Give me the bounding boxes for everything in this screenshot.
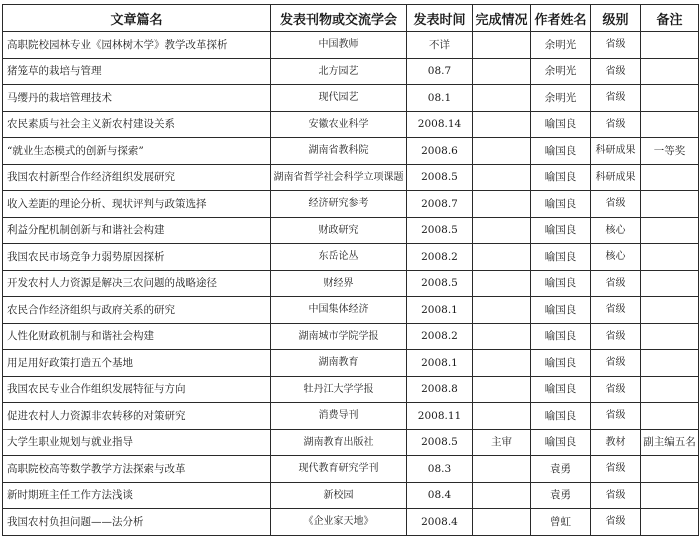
journal-cell: 新校园 <box>271 482 407 509</box>
table-row <box>3 323 699 350</box>
author-cell: 袁勇 <box>531 482 591 509</box>
table-row <box>3 429 699 456</box>
date-cell: 2008.8 <box>407 376 473 403</box>
date-cell: 2008.11 <box>407 403 473 430</box>
journal-cell: 牡丹江大学学报 <box>271 376 407 403</box>
journal-cell: 湖南省教科院 <box>271 138 407 165</box>
publication-table <box>2 4 699 536</box>
level-cell: 省级 <box>591 111 641 138</box>
journal-cell: 湖南城市学院学报 <box>271 323 407 350</box>
status-cell <box>473 244 531 271</box>
level-cell: 科研成果 <box>591 164 641 191</box>
status-cell: 主审 <box>473 429 531 456</box>
table-row <box>3 217 699 244</box>
status-cell <box>473 164 531 191</box>
article-title-cell: “就业生态模式的创新与探索” <box>3 138 271 165</box>
header-journal: 发表刊物或交流学会 <box>271 5 407 32</box>
note-cell <box>641 32 699 59</box>
date-cell: 2008.5 <box>407 270 473 297</box>
note-cell <box>641 509 699 536</box>
header-row <box>3 5 699 32</box>
author-cell: 喻国良 <box>531 191 591 218</box>
date-cell: 2008.2 <box>407 244 473 271</box>
article-title-cell: 农民素质与社会主义新农村建设关系 <box>3 111 271 138</box>
status-cell <box>473 297 531 324</box>
status-cell <box>473 58 531 85</box>
journal-cell: 现代园艺 <box>271 85 407 112</box>
status-cell <box>473 482 531 509</box>
status-cell <box>473 85 531 112</box>
status-cell <box>473 32 531 59</box>
level-cell: 省级 <box>591 191 641 218</box>
journal-cell: 湖南教育出版社 <box>271 429 407 456</box>
level-cell: 省级 <box>591 456 641 483</box>
table-row <box>3 509 699 536</box>
status-cell <box>473 111 531 138</box>
table-row <box>3 138 699 165</box>
author-cell: 余明光 <box>531 32 591 59</box>
journal-cell: 《企业家天地》 <box>271 509 407 536</box>
date-cell: 08.1 <box>407 85 473 112</box>
article-title-cell: 我国农村新型合作经济组织发展研究 <box>3 164 271 191</box>
status-cell <box>473 138 531 165</box>
level-cell: 核心 <box>591 217 641 244</box>
date-cell: 2008.1 <box>407 350 473 377</box>
author-cell: 余明光 <box>531 58 591 85</box>
date-cell: 08.7 <box>407 58 473 85</box>
author-cell: 喻国良 <box>531 323 591 350</box>
level-cell: 教材 <box>591 429 641 456</box>
table-row <box>3 403 699 430</box>
status-cell <box>473 509 531 536</box>
level-cell: 省级 <box>591 376 641 403</box>
author-cell: 喻国良 <box>531 111 591 138</box>
date-cell: 2008.5 <box>407 429 473 456</box>
status-cell <box>473 270 531 297</box>
table-row <box>3 482 699 509</box>
article-title-cell: 我国农村负担问题——法分析 <box>3 509 271 536</box>
author-cell: 余明光 <box>531 85 591 112</box>
table-body <box>3 32 699 536</box>
author-cell: 喻国良 <box>531 270 591 297</box>
article-title-cell: 新时期班主任工作方法浅谈 <box>3 482 271 509</box>
level-cell: 省级 <box>591 297 641 324</box>
date-cell: 2008.2 <box>407 323 473 350</box>
article-title-cell: 我国农民市场竞争力弱势原因探析 <box>3 244 271 271</box>
journal-cell: 东岳论丛 <box>271 244 407 271</box>
header-title: 文章篇名 <box>3 5 271 32</box>
article-title-cell: 猪笼草的栽培与管理 <box>3 58 271 85</box>
journal-cell: 安徽农业科学 <box>271 111 407 138</box>
table-row <box>3 85 699 112</box>
level-cell: 省级 <box>591 403 641 430</box>
level-cell: 省级 <box>591 85 641 112</box>
journal-cell: 消费导刊 <box>271 403 407 430</box>
level-cell: 核心 <box>591 244 641 271</box>
author-cell: 喻国良 <box>531 244 591 271</box>
table-row <box>3 32 699 59</box>
journal-cell: 湖南省哲学社会科学立项课题 <box>271 164 407 191</box>
date-cell: 2008.5 <box>407 164 473 191</box>
level-cell: 省级 <box>591 350 641 377</box>
article-title-cell: 大学生职业规划与就业指导 <box>3 429 271 456</box>
author-cell: 曾虹 <box>531 509 591 536</box>
table-row <box>3 270 699 297</box>
article-title-cell: 马缨丹的栽培管理技术 <box>3 85 271 112</box>
level-cell: 省级 <box>591 323 641 350</box>
article-title-cell: 我国农民专业合作组织发展特征与方向 <box>3 376 271 403</box>
header-notes: 备注 <box>641 5 699 32</box>
journal-cell: 现代教育研究学刊 <box>271 456 407 483</box>
note-cell <box>641 456 699 483</box>
publication-table-sheet <box>2 4 698 546</box>
status-cell <box>473 456 531 483</box>
header-level: 级别 <box>591 5 641 32</box>
date-cell: 2008.7 <box>407 191 473 218</box>
header-date: 发表时间 <box>407 5 473 32</box>
journal-cell: 湖南教育 <box>271 350 407 377</box>
table-row <box>3 244 699 271</box>
date-cell: 08.3 <box>407 456 473 483</box>
note-cell <box>641 191 699 218</box>
table-row <box>3 297 699 324</box>
status-cell <box>473 350 531 377</box>
status-cell <box>473 217 531 244</box>
journal-cell: 中国集体经济 <box>271 297 407 324</box>
article-title-cell: 开发农村人力资源是解决三农问题的战略途径 <box>3 270 271 297</box>
author-cell: 喻国良 <box>531 403 591 430</box>
date-cell: 2008.6 <box>407 138 473 165</box>
note-cell <box>641 217 699 244</box>
article-title-cell: 高职院校园林专业《园林树木学》教学改革探析 <box>3 32 271 59</box>
journal-cell: 中国教师 <box>271 32 407 59</box>
author-cell: 喻国良 <box>531 138 591 165</box>
date-cell: 2008.4 <box>407 509 473 536</box>
note-cell <box>641 376 699 403</box>
table-row <box>3 456 699 483</box>
author-cell: 喻国良 <box>531 164 591 191</box>
status-cell <box>473 403 531 430</box>
article-title-cell: 利益分配机制创新与和谐社会构建 <box>3 217 271 244</box>
table-row <box>3 58 699 85</box>
date-cell: 2008.1 <box>407 297 473 324</box>
author-cell: 喻国良 <box>531 297 591 324</box>
article-title-cell: 促进农村人力资源非农转移的对策研究 <box>3 403 271 430</box>
note-cell: 副主编五名 <box>641 429 699 456</box>
table-row <box>3 191 699 218</box>
article-title-cell: 人性化财政机制与和谐社会构建 <box>3 323 271 350</box>
table-row <box>3 376 699 403</box>
author-cell: 喻国良 <box>531 350 591 377</box>
note-cell <box>641 85 699 112</box>
date-cell: 2008.14 <box>407 111 473 138</box>
level-cell: 省级 <box>591 32 641 59</box>
author-cell: 喻国良 <box>531 217 591 244</box>
author-cell: 喻国良 <box>531 429 591 456</box>
date-cell: 不详 <box>407 32 473 59</box>
journal-cell: 财经界 <box>271 270 407 297</box>
table-row <box>3 111 699 138</box>
article-title-cell: 农民合作经济组织与政府关系的研究 <box>3 297 271 324</box>
date-cell: 2008.5 <box>407 217 473 244</box>
level-cell: 省级 <box>591 482 641 509</box>
date-cell: 08.4 <box>407 482 473 509</box>
note-cell <box>641 164 699 191</box>
note-cell <box>641 350 699 377</box>
note-cell <box>641 270 699 297</box>
note-cell <box>641 403 699 430</box>
note-cell <box>641 297 699 324</box>
note-cell: 一等奖 <box>641 138 699 165</box>
note-cell <box>641 482 699 509</box>
article-title-cell: 用足用好政策打造五个基地 <box>3 350 271 377</box>
status-cell <box>473 323 531 350</box>
journal-cell: 财政研究 <box>271 217 407 244</box>
note-cell <box>641 111 699 138</box>
header-status: 完成情况 <box>473 5 531 32</box>
note-cell <box>641 244 699 271</box>
level-cell: 省级 <box>591 58 641 85</box>
author-cell: 袁勇 <box>531 456 591 483</box>
table-row <box>3 350 699 377</box>
level-cell: 省级 <box>591 509 641 536</box>
table-row <box>3 164 699 191</box>
journal-cell: 北方园艺 <box>271 58 407 85</box>
level-cell: 省级 <box>591 270 641 297</box>
note-cell <box>641 323 699 350</box>
header-author: 作者姓名 <box>531 5 591 32</box>
article-title-cell: 高职院校高等数学教学方法探索与改革 <box>3 456 271 483</box>
author-cell: 喻国良 <box>531 376 591 403</box>
status-cell <box>473 376 531 403</box>
level-cell: 科研成果 <box>591 138 641 165</box>
journal-cell: 经济研究参考 <box>271 191 407 218</box>
article-title-cell: 收入差距的理论分析、现状评判与政策选择 <box>3 191 271 218</box>
status-cell <box>473 191 531 218</box>
note-cell <box>641 58 699 85</box>
